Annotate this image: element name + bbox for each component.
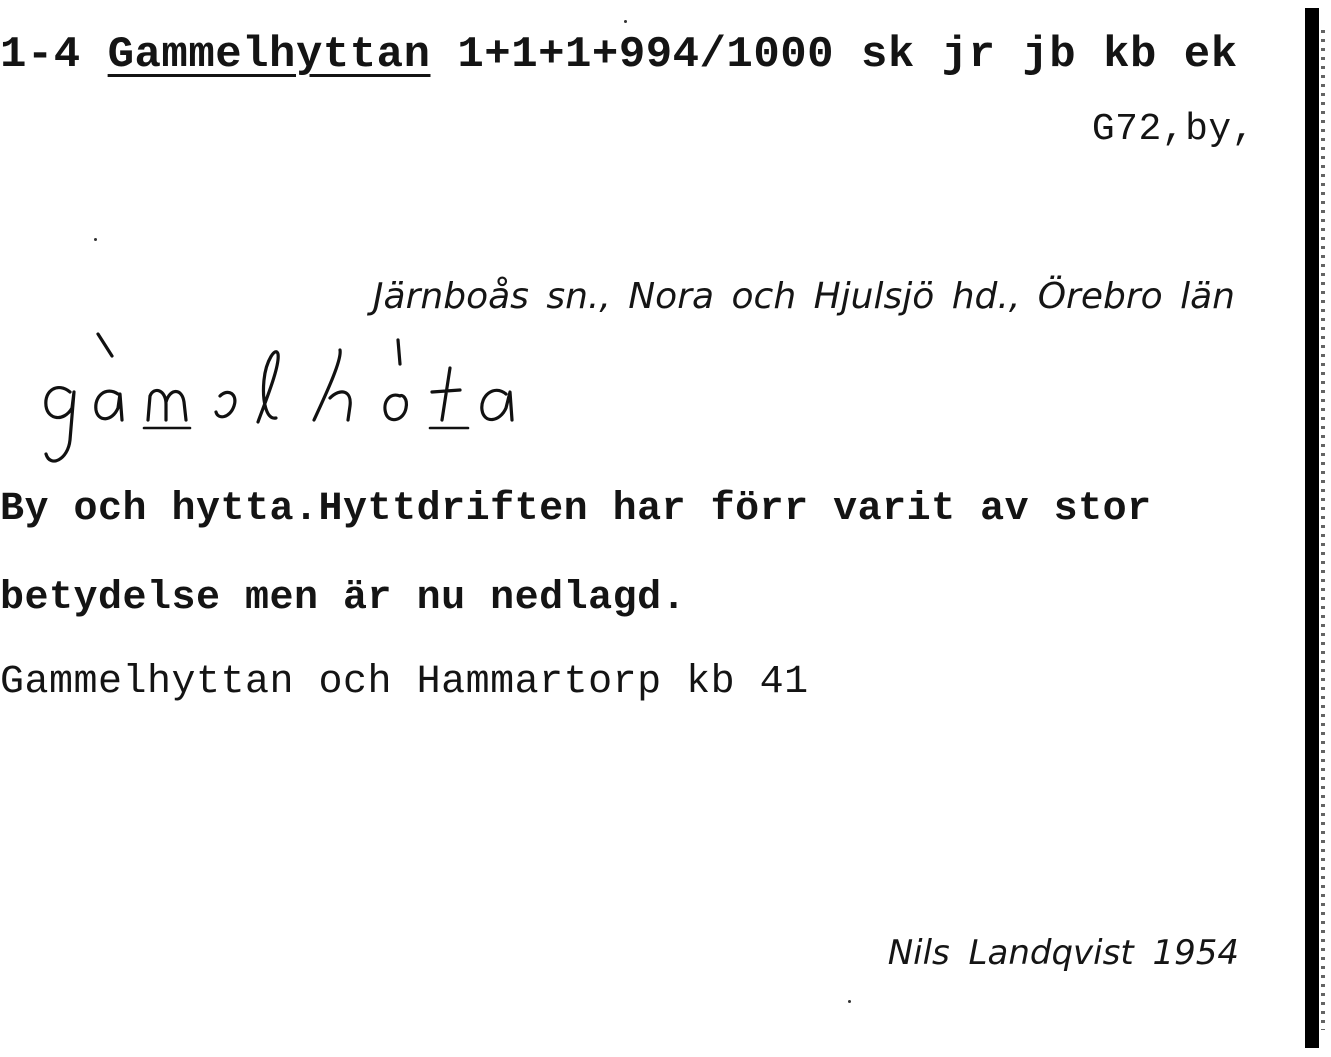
scan-speck [94, 238, 97, 241]
phonetic-h [314, 350, 350, 420]
phonetic-final-a [482, 390, 512, 420]
phonetic-schwa [216, 392, 235, 416]
source-tags-continued: G72,by, [1091, 108, 1255, 151]
phonetic-a [96, 391, 122, 420]
phonetic-t [432, 368, 460, 420]
phonetic-g [46, 388, 74, 461]
reference-line: Gammelhyttan och Hammartorp kb 41 [0, 660, 809, 705]
card-edge-speckle [1321, 30, 1325, 1030]
phonetic-y [385, 395, 406, 420]
card-header [0, 30, 1238, 80]
card-edge-shadow [1305, 8, 1319, 1048]
source-tags: 1+1+1+994/1000 sk jr jb kb ek [457, 30, 1238, 80]
location-label: Järnboås sn., Nora och Hjulsjö hd., Örebro län [372, 276, 1235, 317]
description-line-2: betydelse men är nu nedlagd. [0, 576, 687, 621]
description-line-1: By och hytta.Hyttdriften har förr varit av stor [0, 487, 1152, 532]
phonetic-m [148, 390, 186, 420]
scan-speck [848, 1000, 851, 1003]
signature: Nils Landqvist 1954 [887, 933, 1239, 973]
scan-speck [624, 20, 627, 23]
phonetic-l [258, 352, 278, 422]
place-name: Gammelhyttan [107, 30, 431, 80]
phonetic-grave-accent [98, 334, 112, 356]
phonetic-transcription [30, 320, 550, 470]
card-number: 1-4 [0, 30, 81, 80]
